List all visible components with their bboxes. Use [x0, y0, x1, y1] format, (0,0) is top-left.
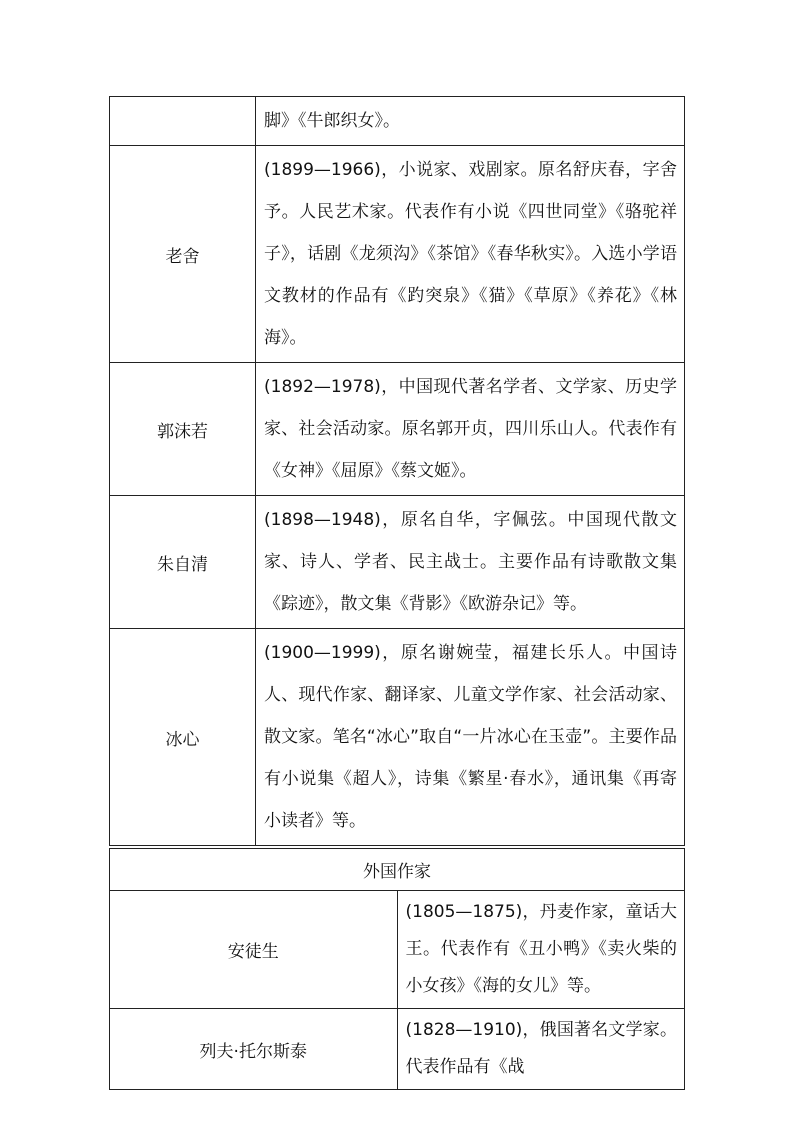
writer-description-cell: (1899—1966)，小说家、戏剧家。原名舒庆春，字舍予。人民艺术家。代表作有小说《四世同堂》《骆驼祥子》，话剧《龙须沟》《茶馆》《春华秋实》。入选小学语文教材的作品有《趵突泉》《猫》《草原》《养花》《林海》。	[256, 146, 685, 363]
table-row	[110, 891, 685, 1009]
writer-name-cell	[110, 97, 256, 146]
writer-name-cell: 列夫·托尔斯泰	[110, 1009, 398, 1090]
writer-name-cell: 冰心	[110, 629, 256, 846]
foreign-writers-header: 外国作家	[110, 849, 685, 891]
table-row	[110, 363, 685, 496]
writer-description-cell: (1828—1910)，俄国著名文学家。代表作品有《战	[397, 1009, 685, 1090]
table-row	[110, 629, 685, 846]
writer-name-cell: 老舍	[110, 146, 256, 363]
writer-name-cell: 朱自清	[110, 496, 256, 629]
writer-description-cell: (1892—1978)，中国现代著名学者、文学家、历史学家、社会活动家。原名郭开贞，四川乐山人。代表作有《女神》《屈原》《蔡文姬》。	[256, 363, 685, 496]
writer-name-cell: 安徒生	[110, 891, 398, 1009]
table-row	[110, 146, 685, 363]
writer-description-cell: (1900—1999)，原名谢婉莹，福建长乐人。中国诗人、现代作家、翻译家、儿童文学作家、社会活动家、散文家。笔名“冰心”取自“一片冰心在玉壶”。主要作品有小说集《超人》，诗集《繁星·春水》，通讯集《再寄小读者》等。	[256, 629, 685, 846]
table-row	[110, 1009, 685, 1090]
chinese-writers-table	[109, 96, 685, 846]
foreign-writers-table	[109, 848, 685, 1090]
writer-description-cell: 脚》《牛郎织女》。	[256, 97, 685, 146]
writer-name-cell: 郭沫若	[110, 363, 256, 496]
table-header-row	[110, 849, 685, 891]
writer-description-cell: (1805—1875)，丹麦作家，童话大王。代表作有《丑小鸭》《卖火柴的小女孩》《海的女儿》等。	[397, 891, 685, 1009]
table-row	[110, 97, 685, 146]
writer-description-cell: (1898—1948)，原名自华，字佩弦。中国现代散文家、诗人、学者、民主战士。主要作品有诗歌散文集《踪迹》，散文集《背影》《欧游杂记》等。	[256, 496, 685, 629]
table-row	[110, 496, 685, 629]
